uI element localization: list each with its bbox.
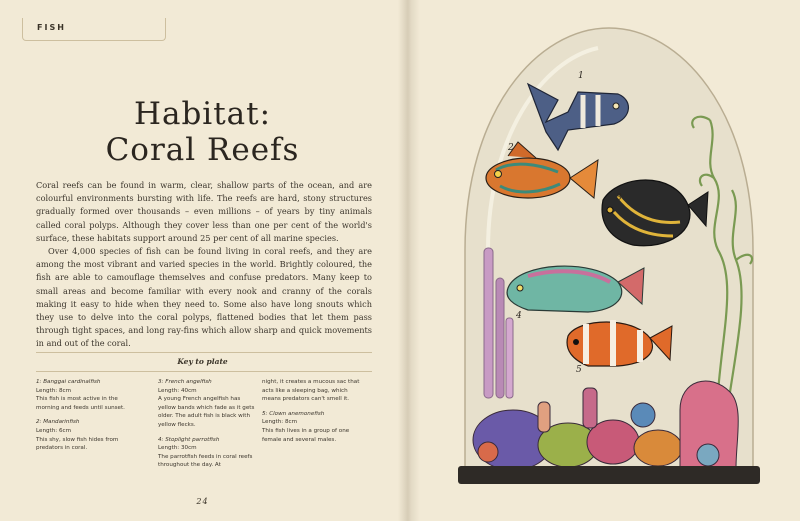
key-entry-length: Length: 8cm (262, 419, 298, 426)
key-entry-desc: night, it creates a mucous sac that acts like a sleeping bag, which means predators can't smell it. (262, 379, 360, 403)
key-entry-length: Length: 30cm (158, 445, 197, 452)
bell-jar-plate (418, 0, 800, 521)
key-entry-name: 3: French angelfish (158, 379, 212, 385)
plate-label-3: 3 (616, 193, 622, 203)
key-entry (262, 378, 362, 404)
key-rule-bottom (36, 371, 372, 372)
plate-label-4: 4 (516, 311, 522, 321)
plate-label-5: 5 (576, 365, 582, 375)
right-page-illustration (418, 0, 800, 521)
key-entry-length: Length: 40cm (158, 387, 197, 394)
key-entry-desc: The parrotfish feeds in coral reefs throughout the day. At (158, 453, 253, 469)
body-text (36, 179, 372, 351)
key-entry-desc: This shy, slow fish hides from predators in coral. (36, 436, 119, 452)
key-entry-desc: A young French angelfish has yellow bands which fade as it gets older. The adult fish is black with yellow flecks. (158, 396, 255, 428)
page-number: 24 (196, 497, 209, 506)
paragraph: Over 4,000 species of fish can be found living in coral reefs, and they are among the most vibrant and varied species in the world. Brightly coloured, the fish are able to camouflage themselves and confuse predators. Many keep to small areas and become familiar with every nook and cranny of the corals making it easy to hide when they need to. Some also have long snouts which they use to delve into the coral polyps, flattened bodies that let them pass through tight spaces, and long ray-fins which allow sharp and quick movements in and out of the coral. (36, 246, 372, 349)
page-title-line2: Coral Reefs (105, 132, 300, 168)
key-entry-name: 1: Banggai cardinalfish (36, 379, 101, 385)
page-title-line1: Habitat: (133, 96, 272, 132)
key-entry-desc: This fish is most active in the morning and feeds until sunset. (36, 396, 125, 411)
key-entry-name: 5: Clown anemonefish (262, 410, 325, 417)
key-column (36, 378, 136, 459)
section-tab-label: FISH (37, 23, 66, 32)
key-entry-name: 2: Mandarinfish (36, 419, 80, 426)
section-tab (22, 18, 166, 41)
key-entry (36, 418, 136, 452)
key-entry (262, 410, 362, 444)
key-rule-top (36, 352, 372, 353)
key-entry-name: 4: Stoplight parrotfish (158, 436, 220, 443)
key-title: Key to plate (177, 357, 228, 366)
key-entry (158, 436, 258, 470)
key-entry-length: Length: 8cm (36, 387, 72, 394)
book-gutter (398, 0, 420, 521)
key-entry-desc: This fish lives in a group of one female and several males. (262, 427, 350, 443)
key-column (158, 378, 258, 476)
paragraph: Coral reefs can be found in warm, clear, shallow parts of the ocean, and are colourful environments bursting with life. The reefs are hard, stony structures gradually formed over thousands – even millions – of years by tiny animals called coral polyps. Although they cover less than one per cent of the world's surface, these habitats support around 25 per cent of all marine species. (36, 180, 372, 243)
key-entry (158, 378, 258, 430)
plate-label-1: 1 (578, 71, 584, 81)
dome-base (458, 466, 760, 484)
key-entry-length: Length: 6cm (36, 427, 72, 434)
key-column (262, 378, 362, 450)
key-entry (36, 378, 136, 412)
plate-label-2: 2 (508, 143, 514, 153)
